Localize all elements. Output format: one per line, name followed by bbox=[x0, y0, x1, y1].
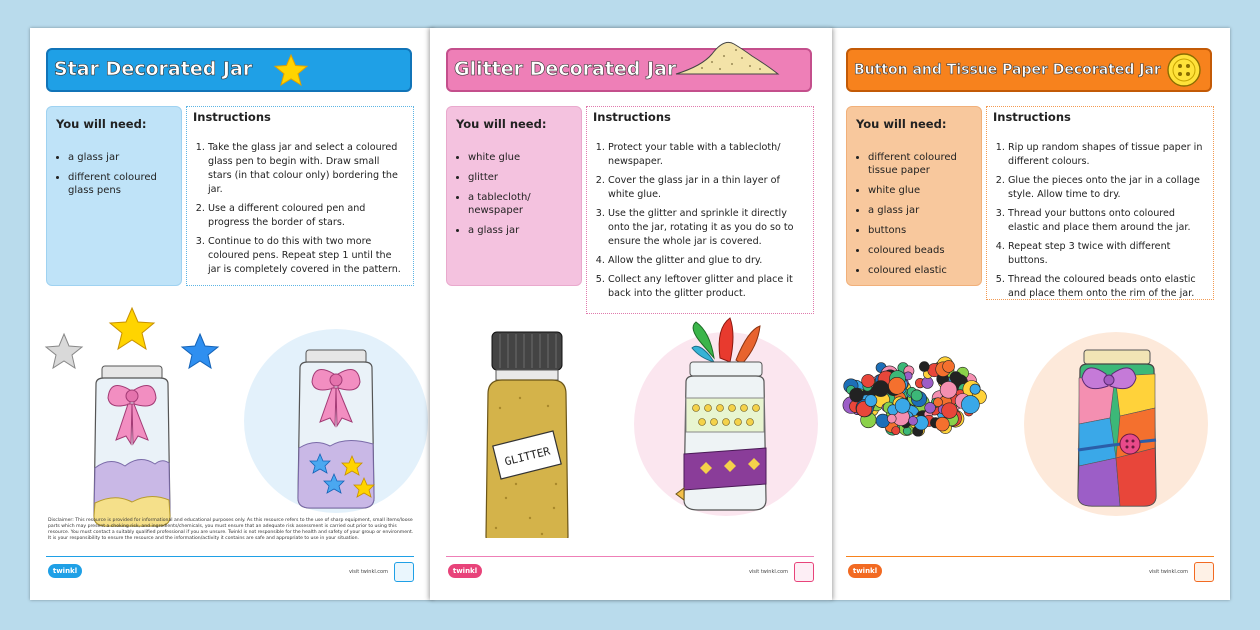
list-item: 2. Use a different coloured pen and progress the border of stars. bbox=[208, 202, 405, 230]
materials-box bbox=[46, 106, 182, 286]
website-link[interactable]: visit twinkl.com bbox=[348, 569, 388, 575]
instructions-box bbox=[986, 106, 1214, 300]
twinkl-logo: twinkl bbox=[448, 564, 482, 578]
button-icon bbox=[1166, 52, 1202, 88]
button-piece bbox=[862, 374, 875, 387]
materials-title: You will need: bbox=[456, 117, 547, 131]
list-item: 1. Protect your table with a tablecloth/ newspaper. bbox=[608, 141, 805, 169]
button-piece bbox=[892, 427, 900, 435]
blue-star-icon bbox=[182, 334, 218, 368]
list-item: 5. Collect any leftover glitter and place it back into the glitter product. bbox=[608, 273, 805, 301]
list-item: • different coloured glass pens bbox=[68, 171, 172, 197]
illustration-area bbox=[30, 298, 434, 538]
instructions-list bbox=[593, 141, 805, 301]
button-piece bbox=[970, 384, 980, 394]
list-item: • glitter bbox=[468, 171, 572, 184]
button-piece bbox=[934, 398, 943, 407]
button-piece bbox=[940, 381, 957, 398]
footer-divider bbox=[46, 556, 414, 557]
materials-title: You will need: bbox=[856, 117, 947, 131]
instructions-title: Instructions bbox=[193, 110, 271, 124]
sheet-title: Glitter Decorated Jar bbox=[454, 58, 677, 80]
button-jar-sheet bbox=[830, 28, 1230, 600]
button-piece bbox=[909, 416, 918, 425]
quality-badge-icon bbox=[394, 562, 414, 582]
materials-box bbox=[446, 106, 582, 286]
button-piece bbox=[919, 362, 929, 372]
instructions-box bbox=[186, 106, 414, 286]
list-item: • white glue bbox=[868, 184, 972, 197]
list-item: • coloured elastic bbox=[868, 264, 972, 277]
sheet-footer bbox=[446, 556, 814, 584]
instructions-title: Instructions bbox=[593, 110, 671, 124]
instructions-list bbox=[993, 141, 1205, 301]
sheet-title: Button and Tissue Paper Decorated Jar bbox=[854, 62, 1161, 78]
gold-star-icon bbox=[110, 308, 154, 349]
button-piece bbox=[895, 398, 910, 413]
glitter-label: GLITTER bbox=[503, 444, 552, 469]
button-piece bbox=[889, 377, 906, 394]
materials-list bbox=[856, 151, 972, 277]
instructions-box bbox=[586, 106, 814, 314]
glitter-jar-sheet bbox=[430, 28, 832, 600]
list-item: 4. Allow the glitter and glue to dry. bbox=[608, 254, 805, 268]
materials-box bbox=[846, 106, 982, 286]
button-piece bbox=[850, 388, 864, 402]
materials-list bbox=[56, 151, 172, 197]
illustration-area bbox=[830, 298, 1230, 538]
button-piece bbox=[865, 395, 877, 407]
sheet-footer bbox=[846, 556, 1214, 584]
silver-star-icon bbox=[46, 334, 82, 368]
illustration-area bbox=[430, 298, 832, 538]
button-piece bbox=[961, 396, 979, 414]
instructions-title: Instructions bbox=[993, 110, 1071, 124]
list-item: 5. Thread the coloured beads onto elastic and place them onto the rim of the jar. bbox=[1008, 273, 1205, 301]
button-piece bbox=[936, 417, 950, 431]
glitter-pile-icon bbox=[672, 36, 782, 76]
sheet-header bbox=[46, 48, 412, 92]
list-item: • white glue bbox=[468, 151, 572, 164]
button-piece bbox=[876, 414, 890, 428]
quality-badge-icon bbox=[794, 562, 814, 582]
list-item: • buttons bbox=[868, 224, 972, 237]
sheet-footer bbox=[46, 556, 414, 584]
list-item: 3. Thread your buttons onto coloured elastic and place them around the jar. bbox=[1008, 207, 1205, 235]
decorated-star-jar-illustration bbox=[298, 350, 374, 508]
list-item: • a glass jar bbox=[68, 151, 172, 164]
list-item: • a tablecloth/ newspaper bbox=[468, 191, 572, 217]
quality-badge-icon bbox=[1194, 562, 1214, 582]
materials-list bbox=[456, 151, 572, 237]
list-item: 3. Use the glitter and sprinkle it directly onto the jar, rotating it as you do so to ensure the whole jar is covered. bbox=[608, 207, 805, 249]
button-piece bbox=[903, 427, 911, 435]
star-jar-illustration bbox=[94, 366, 170, 526]
list-item: 3. Continue to do this with two more coloured pens. Repeat step 1 until the jar is completely covered in the pattern. bbox=[208, 235, 405, 277]
footer-divider bbox=[446, 556, 814, 557]
list-item: • coloured beads bbox=[868, 244, 972, 257]
materials-title: You will need: bbox=[56, 117, 147, 131]
decorated-button-jar-illustration bbox=[1078, 350, 1156, 506]
button-piece bbox=[887, 414, 896, 423]
list-item: • a glass jar bbox=[868, 204, 972, 217]
list-item: • a glass jar bbox=[468, 224, 572, 237]
star-icon bbox=[274, 54, 308, 86]
list-item: 4. Repeat step 3 twice with different buttons. bbox=[1008, 240, 1205, 268]
list-item: • different coloured tissue paper bbox=[868, 151, 972, 177]
button-piece bbox=[943, 360, 955, 372]
list-item: 1. Rip up random shapes of tissue paper in different colours. bbox=[1008, 141, 1205, 169]
twinkl-logo: twinkl bbox=[48, 564, 82, 578]
website-link[interactable]: visit twinkl.com bbox=[748, 569, 788, 575]
website-link[interactable]: visit twinkl.com bbox=[1148, 569, 1188, 575]
button-pile-illustration bbox=[843, 357, 987, 436]
button-piece bbox=[942, 403, 958, 419]
footer-divider bbox=[846, 556, 1214, 557]
disclaimer-text: Disclaimer: This resource is provided for informational and educational purposes only. As this resource refers to the use of sharp equipment, small items/loose parts which may present a choking risk, and ingredients/chemicals, you must ensure that an adequate risk assessment is carried out prior to using this resource. You must contact a suitably qualified professional if you are unsure. Twinkl is not responsible for the health and safety of your group or environment. It is your responsibility to ensure the resource and the information/activity it contains are safe and appropriate to use in your situation. bbox=[48, 518, 414, 541]
sheet-title: Star Decorated Jar bbox=[54, 58, 253, 80]
button-piece bbox=[911, 390, 922, 401]
twinkl-logo: twinkl bbox=[848, 564, 882, 578]
glitter-bottle-illustration bbox=[486, 332, 568, 538]
list-item: 2. Cover the glass jar in a thin layer of white glue. bbox=[608, 174, 805, 202]
button-piece bbox=[873, 381, 889, 397]
star-jar-sheet bbox=[30, 28, 434, 600]
button-piece bbox=[950, 372, 962, 384]
list-item: 2. Glue the pieces onto the jar in a collage style. Allow time to dry. bbox=[1008, 174, 1205, 202]
list-item: 1. Take the glass jar and select a coloured glass pen to begin with. Draw small stars (in that colour only) bordering the jar. bbox=[208, 141, 405, 197]
instructions-list bbox=[193, 141, 405, 277]
sheet-header bbox=[446, 48, 812, 92]
sheet-header bbox=[846, 48, 1212, 92]
